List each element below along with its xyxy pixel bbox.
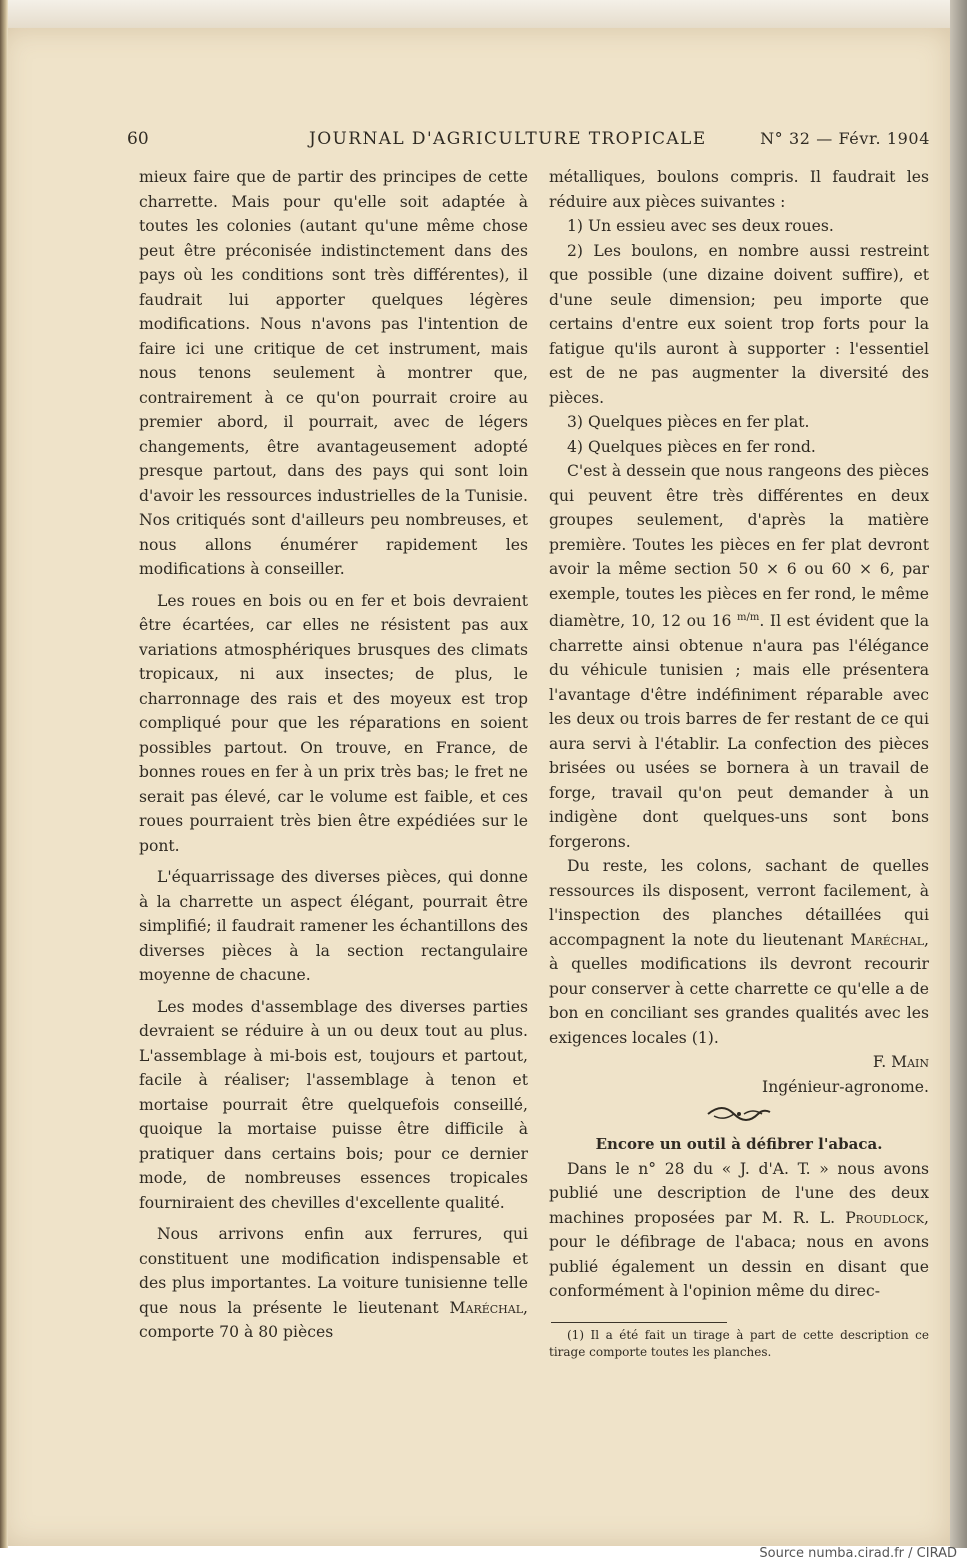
scan-top-band [0, 0, 967, 28]
paragraph [549, 1157, 929, 1304]
issue-info: N° 32 — Févr. 1904 [760, 129, 930, 148]
author-title: Ingénieur-agronome. [762, 1077, 929, 1096]
paragraph-text: . Il est évident que la charrette ainsi obtenue n'aura pas l'élégance du véhicule tunisien ; mais elle présentera l'avantage d'être indéfiniment réparable avec les deux ou trois barres de fer restant de ce qui aura servi à l'établir. La confection des pièces brisées ou usées se bornera à un travail de forge, travail qu'on peut demander à un indigène dont quelques-uns sont bons forgerons. [549, 612, 929, 851]
paragraph [139, 1222, 528, 1345]
list-item: 1) Un essieu avec ses deux roues. [567, 217, 834, 235]
paragraph-text: ou [804, 560, 824, 578]
section-title: Encore un outil à défibrer l'abaca. [595, 1135, 883, 1154]
paragraph-text: , par exemple, toutes les pièces en fer rond, le même diamètre, 10, 12 ou 16 [549, 560, 929, 631]
person-name: Maréchal [449, 1298, 524, 1317]
paragraph-text: Nous arrivons enfin aux ferrures, qui constituent une modification indispensable et des plus importantes. La voiture tunisienne telle que nous la présente le lieutenant [139, 1225, 528, 1317]
source-credit: Source numba.cirad.fr / CIRAD [759, 1546, 957, 1561]
ornament-icon [704, 1104, 774, 1124]
footnote [549, 1327, 929, 1361]
list-item: 3) Quelques pièces en fer plat. [567, 413, 810, 431]
paragraph-text: , comporte 70 à 80 pièces [139, 1298, 528, 1341]
footnote-text: (1) Il a été fait un tirage à part de cette description ce tirage comporte toutes les planches. [549, 1327, 929, 1359]
list-item: 2) Les boulons, en nombre aussi restreint que possible (une dizaine doivent suffire), et d'une seule dimension; peu importe que certains d'entre eux soient trop forts pour la fatigue qu'ils auront à supporter : l'essentiel est de ne pas augmenter la diversité des pièces. [549, 241, 929, 407]
paragraph [549, 459, 929, 854]
paragraph-text: C'est à dessein que nous rangeons des pièces qui peuvent être très différentes en deux groupes seulement, d'après la matière première. Toutes les pièces en fer plat devront avoir la même section [549, 462, 929, 578]
paragraph: mieux faire que de partir des principes de cette charrette. Mais pour qu'elle soit adaptée à toutes les colonies (autant qu'une même chose peut être préconisée indistinctement dans des pays où les conditions sont très différentes), il faudrait lui apporter quelques légères modifications. Nous n'avons pas l'intention de faire ici une critique de cet instrument, mais nous tenons seulement à montrer que, contrairement à ce qu'on pourrait croire au premier abord, il pourrait, avec de légers changements, être avantageusement adopté presque partout, dans des pays qui sont loin d'avoir les ressources industrielles de la Tunisie. Nos critiqués sont d'ailleurs peu nombreuses, et nous allons énumérer rapidement les modifications à conseiller. [139, 168, 528, 578]
ornament-divider [549, 1104, 929, 1132]
page-number: 60 [127, 129, 149, 149]
person-name: Proudlock [845, 1208, 925, 1227]
dimension: 60 × 6 [831, 560, 890, 578]
paragraph: Les modes d'assemblage des diverses parties devraient se réduire à un ou deux tout au plus. L'assemblage à mi-bois est, toujours et partout, facile à réaliser; l'assemblage à tenon et mortaise pourrait être quelquefois conseillé, quoique la mortaise puisse être difficile à pratiquer dans certains bois; pour ce dernier mode, de nombreuses essences tropicales fourniraient des chevilles d'excellente qualité. [139, 997, 528, 1212]
page-binding-edge [0, 0, 8, 1548]
paragraph-text: Dans le n° 28 du « J. d'A. T. » nous avons publié une description de l'une des deux machines proposées par M. R. L. [549, 1159, 929, 1227]
paragraph-text: , à quelles modifications ils devront recourir pour conserver à cette charrette ce qu'elle a de bon en conciliant ses grandes qualités avec les exigences locales (1). [549, 930, 929, 1047]
paragraph: métalliques, boulons compris. Il faudrait les réduire aux pièces suivantes : [549, 168, 929, 211]
journal-title: JOURNAL D'AGRICULTURE TROPICALE [309, 129, 707, 149]
running-header [127, 129, 930, 153]
page-right-edge [950, 0, 967, 1548]
paragraph: L'équarrissage des diverses pièces, qui donne à la charrette un aspect élégant, pourrait être simplifié; il faudrait ramener les échantillons des diverses pièces à la section rectangulaire moyenne de chacune. [139, 868, 528, 984]
unit: m/m [737, 612, 760, 623]
author-signature: F. Main [872, 1053, 929, 1072]
list-item: 4) Quelques pièces en fer rond. [567, 437, 816, 456]
dimension: 50 × 6 [738, 560, 797, 578]
right-column [549, 165, 929, 1361]
paragraph-text: , pour le défibrage de l'abaca; nous en avons publié également un dessin en disant que conformément à l'opinion même du direc- [549, 1208, 929, 1301]
left-column [139, 165, 528, 1345]
person-name: Maréchal [850, 930, 925, 949]
paragraph: Les roues en bois ou en fer et bois devraient être écartées, car elles ne résistent pas aux variations atmosphériques brusques des climats tropicaux, ni aux insectes; de plus, le charronnage des rais et des moyeux est trop compliqué pour que les réparations en soient possibles partout. On trouve, en France, de bonnes roues en fer à un prix très bas; le fret ne serait pas élevé, car le volume est faible, et ces roues pourraient très bien être expédiées sur le pont. [139, 591, 528, 855]
paragraph-text: Du reste, les colons, sachant de quelles ressources ils disposent, verront facilement, à l'inspection des planches détaillées qui accompagnent la note du lieutenant [549, 857, 929, 949]
paragraph [549, 854, 929, 1050]
footnote-rule [551, 1322, 727, 1323]
